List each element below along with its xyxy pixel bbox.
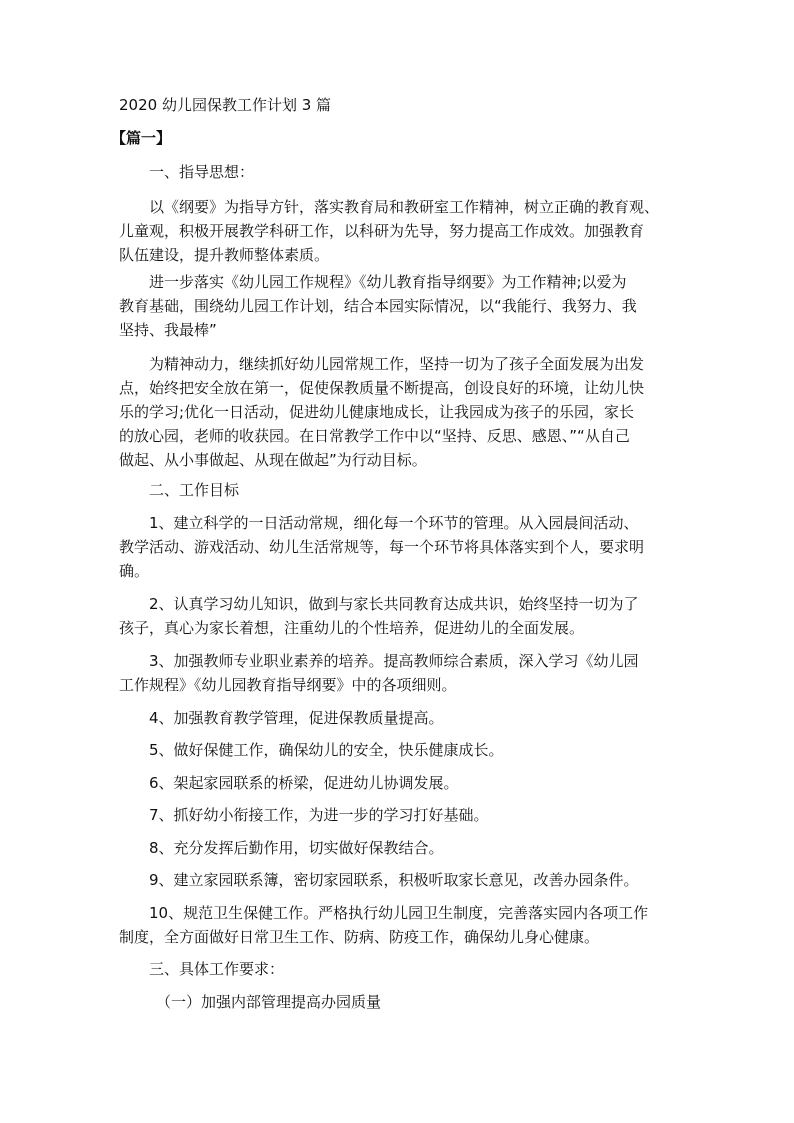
- paragraph-line: 坚持、我最棒”: [119, 321, 217, 339]
- paragraph-line: 儿童观，积极开展教学科研工作，以科研为先导，努力提高工作成效。加强教育: [119, 222, 645, 240]
- paragraph-line: 进一步落实《幼儿园工作规程》《幼儿教育指导纲要》为工作精神;以爱为: [149, 273, 627, 291]
- document-title: 2020 幼儿园保教工作计划 3 篇: [119, 96, 332, 114]
- heading-work-goals: 二、工作目标: [149, 481, 240, 499]
- goal-item: 1、建立科学的一日活动常规，细化每一个环节的管理。从入园晨间活动、: [149, 514, 639, 532]
- paragraph-line: 乐的学习;优化一日活动，促进幼儿健康地成长，让我园成为孩子的乐园，家长: [119, 403, 635, 421]
- paragraph-line: 点，始终把安全放在第一，促使保教质量不断提高，创设良好的环境，让幼儿快: [119, 379, 645, 397]
- goal-item: 10、规范卫生保健工作。严格执行幼儿园卫生制度，完善落实园内各项工作: [149, 904, 649, 922]
- section-heading: 【篇一】: [111, 129, 172, 147]
- goal-item: 5、做好保健工作，确保幼儿的安全，快乐健康成长。: [149, 741, 504, 759]
- goal-item-cont: 教学活动、游戏活动、幼儿生活常规等，每一个环节将具体落实到个人，要求明: [119, 538, 645, 556]
- goal-item: 9、建立家园联系簿，密切家园联系，积极听取家长意见，改善办园条件。: [149, 871, 639, 889]
- paragraph-line: 做起、从小事做起、从现在做起”为行动目标。: [119, 451, 427, 469]
- paragraph-line: 教育基础，围绕幼儿园工作计划，结合本园实际情况，以“我能行、我努力、我: [119, 297, 637, 315]
- goal-item: 6、架起家园联系的桥梁，促进幼儿协调发展。: [149, 774, 459, 792]
- heading-guiding-thought: 一、指导思想：: [149, 163, 255, 181]
- goal-item: 2、认真学习幼儿知识，做到与家长共同教育达成共识，始终坚持一切为了: [149, 595, 639, 613]
- paragraph-line: 为精神动力，继续抓好幼儿园常规工作，坚持一切为了孩子全面发展为出发: [149, 355, 645, 373]
- paragraph-line: 队伍建设，提升教师整体素质。: [119, 246, 330, 264]
- goal-item-cont: 确。: [119, 562, 150, 580]
- paragraph-line: 的放心园，老师的收获园。在日常教学工作中以“坚持、反思、感恩、”“从自己: [119, 427, 630, 445]
- goal-item: 3、加强教师专业职业素养的培养。提高教师综合素质，深入学习《幼儿园: [149, 652, 639, 670]
- goal-item-cont: 制度，全方面做好日常卫生工作、防病、防疫工作，确保幼儿身心健康。: [119, 928, 600, 946]
- goal-item: 7、抓好幼小衔接工作，为进一步的学习打好基础。: [149, 806, 489, 824]
- subheading: （一）加强内部管理提高办园质量: [156, 993, 382, 1011]
- goal-item: 4、加强教育教学管理，促进保教质量提高。: [149, 709, 444, 727]
- paragraph-line: 以《纲要》为指导方针，落实教育局和教研室工作精神，树立正确的教育观、: [149, 198, 660, 216]
- goal-item-cont: 工作规程》《幼儿园教育指导纲要》中的各项细则。: [119, 676, 457, 694]
- goal-item: 8、充分发挥后勤作用，切实做好保教结合。: [149, 839, 444, 857]
- heading-specific-requirements: 三、具体工作要求：: [149, 960, 285, 978]
- goal-item-cont: 孩子，真心为家长着想，注重幼儿的个性培养，促进幼儿的全面发展。: [119, 619, 585, 637]
